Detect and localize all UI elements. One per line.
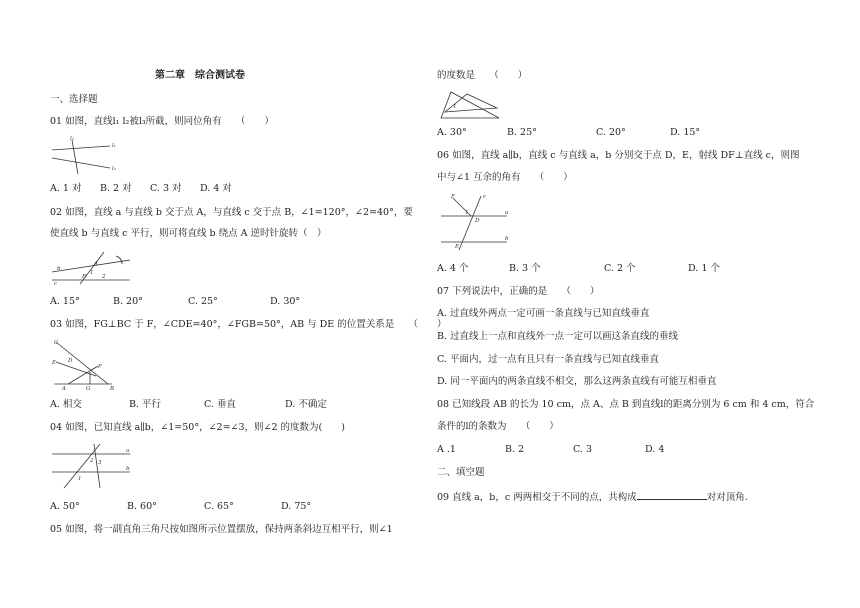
q02-line1: 02 如图，直线 a 与直线 b 交于点 A，与直线 c 交于点 B，∠1=120°，∠2=40°，要: [50, 207, 413, 218]
q01-label-l3: l₃: [70, 136, 74, 142]
q05-options: [437, 127, 700, 139]
q01-option-c[interactable]: C. 3 对: [150, 183, 182, 194]
q01-label-l2: l₂: [112, 166, 116, 172]
q05-option-c[interactable]: C. 20°: [596, 127, 626, 138]
q02-option-c[interactable]: C. 25°: [188, 296, 218, 307]
q03-label-A: A: [62, 386, 66, 392]
q02-option-a[interactable]: A. 15°: [50, 296, 80, 307]
q06-option-b[interactable]: B. 3 个: [509, 263, 541, 274]
q08-option-c[interactable]: C. 3: [573, 444, 593, 455]
q05-line1: 05 如图，将一副直角三角尺按如图所示位置摆放，保持两条斜边互相平行，则∠1: [50, 524, 393, 535]
q03-option-b[interactable]: B. 平行: [129, 399, 162, 410]
q05-option-b[interactable]: B. 25°: [507, 127, 537, 138]
q02-line2: 使直线 b 与直线 c 平行，则可将直线 b 绕点 A 逆时针旋转（ ）: [50, 228, 327, 239]
q06-label-F: F: [451, 194, 455, 200]
q02-label-A: A: [94, 261, 98, 267]
q04-option-d[interactable]: D. 75°: [281, 501, 312, 512]
q04-option-a[interactable]: A. 50°: [50, 501, 80, 512]
q03-option-a[interactable]: A. 相交: [50, 399, 82, 410]
q08-line1: 08 已知线段 AB 的长为 10 cm，点 A、点 B 到直线l的距离分别为 6 cm 和 4 cm，符合: [437, 399, 815, 410]
q06-line1: 06 如图，直线 a∥b，直线 c 与直线 a，b 分别交于点 D，E，射线 DF⊥直线 c，则图: [437, 150, 800, 161]
q07-option-c[interactable]: C. 平面内，过一点有且只有一条直线与已知直线垂直: [437, 354, 659, 365]
q02-option-b[interactable]: B. 20°: [113, 296, 143, 307]
q03-label-E: E: [52, 360, 57, 366]
q06-option-c[interactable]: C. 2 个: [604, 263, 636, 274]
q08-option-b[interactable]: B. 2: [505, 444, 525, 455]
q02-options: [50, 296, 300, 308]
q06-options: [437, 263, 720, 275]
q06-label-E: E: [455, 244, 460, 250]
q08-option-a[interactable]: A .1: [437, 444, 456, 455]
q04-label-2: 2: [90, 458, 94, 464]
q02-option-d[interactable]: D. 30°: [270, 296, 301, 307]
q04-option-b[interactable]: B. 60°: [127, 501, 157, 512]
q08-option-d[interactable]: D. 4: [645, 444, 665, 455]
q03-label-G: G: [86, 386, 91, 392]
q02-figure: [52, 250, 132, 286]
q01-stem: 01 如图，直线l₁ l₂被l₃所截，则同位角有 （ ）: [50, 116, 274, 127]
page-title: 第二章 综合测试卷: [155, 70, 245, 81]
q04-label-1: 1: [78, 476, 82, 482]
q05-line2: 的度数是 （ ）: [437, 70, 528, 81]
q03-label-B: B: [110, 386, 115, 392]
q02-label-1: 1: [90, 270, 94, 276]
q01-option-b[interactable]: B. 2 对: [100, 183, 132, 194]
q02-label-c: c: [54, 281, 58, 287]
q03-label-D: D: [68, 358, 73, 364]
q06-label-a: a: [505, 210, 509, 216]
q03-option-d[interactable]: D. 不确定: [285, 399, 327, 410]
q07-option-a[interactable]: A. 过直线外两点一定可画一条直线与已知直线垂直: [437, 308, 650, 319]
q03-label-C: C: [54, 340, 59, 346]
q06-figure: [439, 190, 509, 252]
q01-figure: [50, 132, 120, 174]
q07-option-d[interactable]: D. 同一平面内的两条直线不相交，那么这两条直线有可能互相垂直: [437, 376, 717, 387]
q02-label-2: 2: [102, 274, 106, 280]
q05-option-d[interactable]: D. 15°: [670, 127, 701, 138]
q07-stem: 07 下列说法中，正确的是 （ ）: [437, 286, 600, 297]
q06-label-D: D: [475, 218, 480, 224]
q05-figure: [437, 88, 507, 124]
q03-options: [50, 399, 327, 411]
q04-label-3: 3: [98, 460, 102, 466]
q05-label-1: 1: [453, 104, 457, 110]
q05-option-a[interactable]: A. 30°: [437, 127, 467, 138]
q09-text-before: 09 直线 a，b，c 两两相交于不同的点，共构成: [437, 492, 637, 503]
q06-label-c: c: [483, 194, 487, 200]
q06-line2: 中与∠1 互余的角有 （ ）: [437, 172, 573, 183]
q01-option-a[interactable]: A. 1 对: [50, 183, 82, 194]
q03-option-c[interactable]: C. 垂直: [204, 399, 236, 410]
q06-option-d[interactable]: D. 1 个: [688, 263, 720, 274]
q03-stem: 03 如图，FG⊥BC 于 F，∠CDE=40°，∠FGB=50°，AB 与 DE 的位置关系是 （ ）: [50, 319, 447, 330]
q04-label-b: b: [126, 466, 130, 472]
q04-stem: 04 如图，已知直线 a∥b，∠1=50°，∠2=∠3，则∠2 的度数为( ): [50, 422, 345, 433]
q03-label-F: F: [98, 364, 102, 370]
q09-answer-blank[interactable]: [637, 490, 707, 500]
q01-options: [50, 183, 232, 195]
q04-options: [50, 501, 311, 513]
q08-options: [437, 444, 664, 456]
q06-option-a[interactable]: A. 4 个: [437, 263, 469, 274]
q01-label-l1: l₁: [112, 143, 116, 149]
q04-option-c[interactable]: C. 65°: [204, 501, 234, 512]
q09-stem: [437, 490, 748, 504]
q04-label-a: a: [126, 448, 130, 454]
q07-option-b[interactable]: B. 过直线上一点和直线外一点一定可以画这条直线的垂线: [437, 331, 679, 342]
q02-label-b: b: [57, 266, 61, 272]
q01-option-d[interactable]: D. 4 对: [200, 183, 232, 194]
q09-text-after: 对对顶角.: [706, 492, 748, 503]
q06-label-b: b: [505, 236, 509, 242]
q02-label-B: B: [82, 274, 87, 280]
q06-label-1: 1: [465, 210, 469, 216]
q04-figure: [50, 440, 132, 490]
q08-line2: 条件的l的条数为 （ ）: [437, 421, 559, 432]
section-choice-heading: 一、选择题: [50, 94, 98, 105]
section-fill-heading: 二、填空题: [437, 467, 485, 478]
q03-figure: [52, 338, 122, 390]
